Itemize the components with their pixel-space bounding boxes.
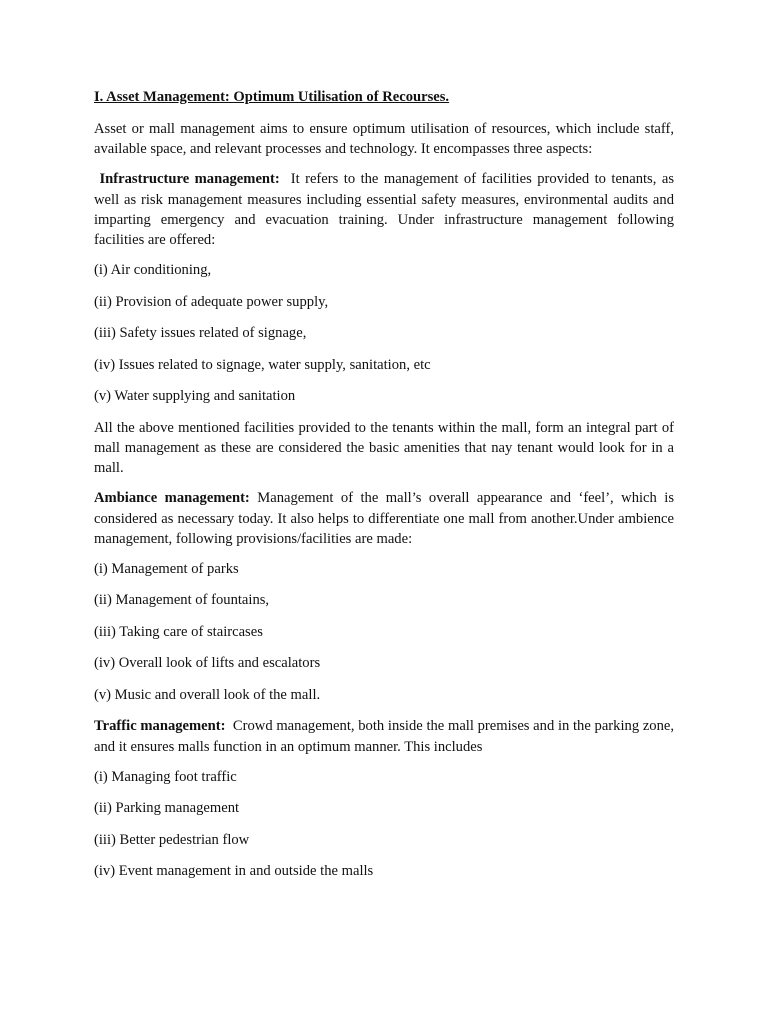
ambiance-paragraph [94, 488, 674, 549]
traffic-paragraph [94, 716, 674, 756]
ambiance-term: Ambiance management: [94, 490, 250, 507]
traffic-list [94, 767, 674, 882]
list-item: (ii) Management of fountains, [94, 592, 270, 609]
list-item: (i) Management of parks [94, 560, 239, 577]
list-item: (i) Managing foot traffic [94, 768, 237, 785]
list-item: (v) Water supplying and sanitation [94, 388, 296, 405]
infrastructure-term: Infrastructure management: [99, 171, 280, 188]
traffic-text: Crowd management, both inside the mall premises and in the parking zone, and it ensures malls function in an optimum manner. This includes [94, 718, 675, 755]
list-item: (iv) Issues related to signage, water supply, sanitation, etc [94, 356, 431, 373]
list-item: (iii) Taking care of staircases [94, 623, 263, 640]
list-item: (iii) Safety issues related of signage, [94, 325, 307, 342]
list-item: (iv) Event management in and outside the malls [94, 863, 374, 880]
infrastructure-paragraph [94, 169, 674, 250]
infrastructure-text: It refers to the management of facilities provided to tenants, as well as risk management measures including essential safety measures, environmental audits and imparting emergency and evacuation training. Under infrastructure management following facilities are offered: [94, 171, 675, 249]
infrastructure-list [94, 260, 674, 406]
infrastructure-summary: All the above mentioned facilities provided to the tenants within the mall, form an integral part of mall management as these are considered the basic amenities that nay tenant would look for in a mall. [94, 419, 674, 477]
ambiance-text: Management of the mall’s overall appearance and ‘feel’, which is considered as necessary today. It also helps to differentiate one mall from another.Under ambience management, following provisions/facilities are made: [94, 490, 675, 547]
list-item: (v) Music and overall look of the mall. [94, 686, 321, 703]
list-item: (i) Air conditioning, [94, 262, 212, 279]
intro-paragraph: Asset or mall management aims to ensure optimum utilisation of resources, which include staff, available space, and relevant processes and technology. It encompasses three aspects: [94, 121, 674, 158]
section-heading: I. Asset Management: Optimum Utilisation of Recourses. [94, 89, 450, 105]
traffic-term: Traffic management: [94, 718, 226, 735]
list-item: (ii) Provision of adequate power supply, [94, 293, 329, 310]
list-item: (ii) Parking management [94, 800, 240, 817]
document-page [94, 87, 674, 893]
ambiance-list [94, 559, 674, 705]
list-item: (iii) Better pedestrian flow [94, 831, 250, 848]
list-item: (iv) Overall look of lifts and escalators [94, 655, 321, 672]
